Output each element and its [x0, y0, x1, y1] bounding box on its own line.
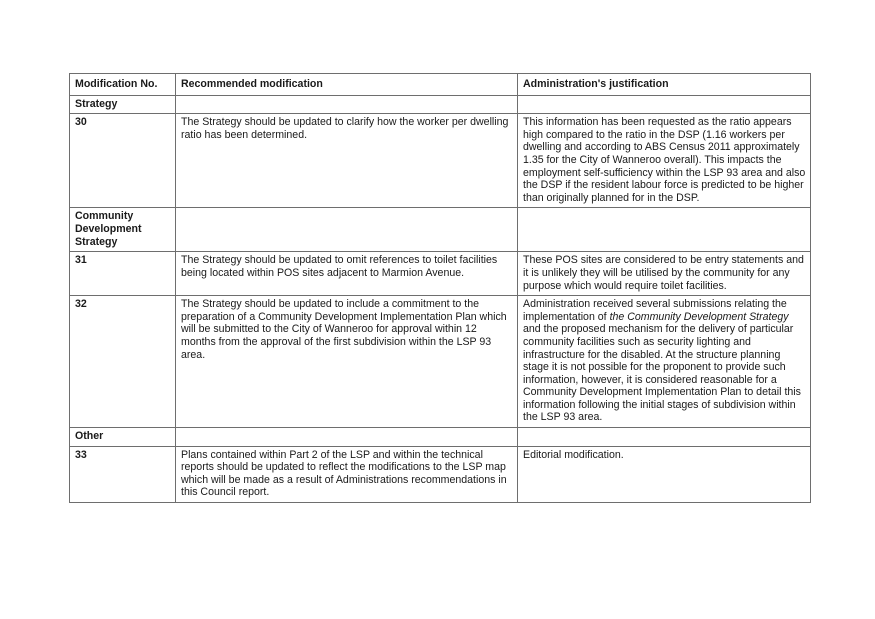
modification-number: 32: [70, 296, 176, 428]
modifications-table: [69, 73, 811, 503]
recommended-modification-text: Plans contained within Part 2 of the LSP and within the technical reports should be updated to reflect the modifications to the LSP map which will be made as a result of Administrations recommendations in this Council report.: [176, 446, 518, 502]
empty-cell: [176, 208, 518, 252]
recommended-modification-text: The Strategy should be updated to omit references to toilet facilities being located within POS sites adjacent to Marmion Avenue.: [176, 252, 518, 296]
justification-text: This information has been requested as the ratio appears high compared to the ratio in the DSP (1.16 workers per dwelling and according to ABS Census 2011 approximately 1.35 for the City of Wanneroo overall). This impacts the employment self-sufficiency within the LSP 93 area and also the DSP if the resident labour force is predicted to be higher than originally planned for in the DSP.: [518, 114, 811, 208]
table-row-32: [70, 296, 811, 428]
recommended-modification-text: The Strategy should be updated to include a commitment to the preparation of a Community Development Implementation Plan which will be submitted to the City of Wanneroo for approval within 12 months from the approval of the first subdivision within the LSP 93 area.: [176, 296, 518, 428]
section-title: Strategy: [70, 95, 176, 114]
justification-text-part: and the proposed mechanism for the delivery of particular community facilities such as security lighting and infrastructure for the disabled. At the structure planning stage it is not possible for the proponent to provide such information, however, it is considered reasonable for a Community Development Implementation Plan to detail this information following the initial stages of subdivision within the LSP 93 area.: [523, 323, 801, 424]
section-title: Community Development Strategy: [70, 208, 176, 252]
header-administration-justification: Administration's justification: [518, 74, 811, 96]
table-row-31: [70, 252, 811, 296]
empty-cell: [518, 428, 811, 447]
section-row-community-development-strategy: [70, 208, 811, 252]
empty-cell: [176, 428, 518, 447]
justification-text: These POS sites are considered to be entry statements and it is unlikely they will be utilised by the community for any purpose which would require toilet facilities.: [518, 252, 811, 296]
justification-text: Editorial modification.: [518, 446, 811, 502]
section-row-other: [70, 428, 811, 447]
empty-cell: [518, 208, 811, 252]
table-row-30: [70, 114, 811, 208]
empty-cell: [518, 95, 811, 114]
modification-number: 30: [70, 114, 176, 208]
justification-italic-text: the Community Development Strategy: [609, 310, 789, 323]
justification-text-part: Administration received several submissions relating the implementation of: [523, 298, 787, 323]
empty-cell: [176, 95, 518, 114]
table-header-row: [70, 74, 811, 96]
header-recommended-modification: Recommended modification: [176, 74, 518, 96]
section-row-strategy: [70, 95, 811, 114]
modification-number: 33: [70, 446, 176, 502]
table-row-33: [70, 446, 811, 502]
recommended-modification-text: The Strategy should be updated to clarify how the worker per dwelling ratio has been determined.: [176, 114, 518, 208]
modification-number: 31: [70, 252, 176, 296]
header-modification-no: Modification No.: [70, 74, 176, 96]
justification-text: [518, 296, 811, 428]
section-title: Other: [70, 428, 176, 447]
